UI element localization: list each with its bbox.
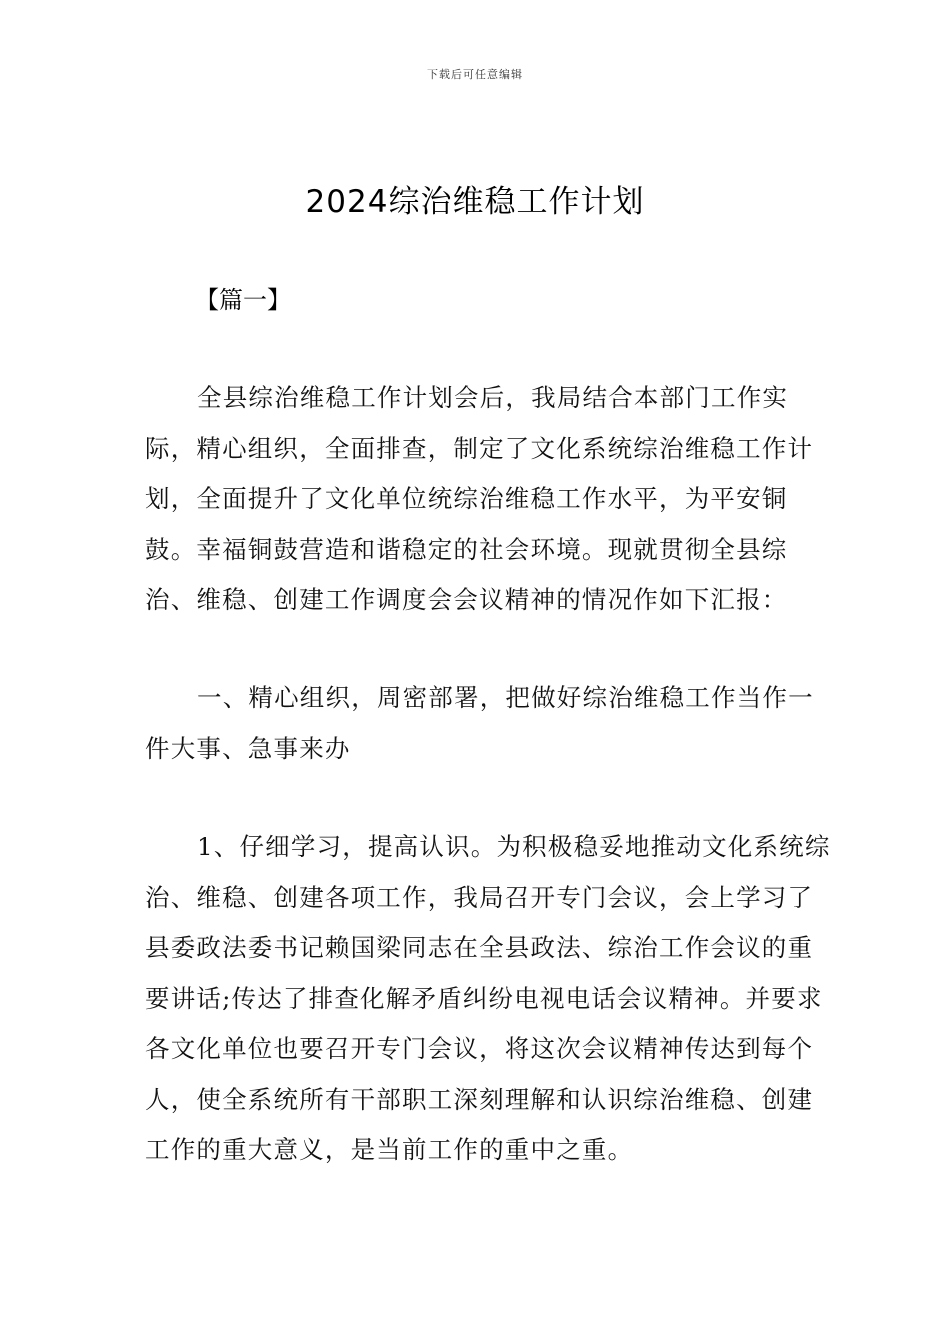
section-label: 【篇一】 bbox=[195, 286, 291, 314]
header-note: 下载后可任意编辑 bbox=[427, 68, 523, 81]
paragraph-intro: 全县综治维稳工作计划会后，我局结合本部门工作实际，精心组织，全面排查，制定了文化系统综治维稳工作计划，全面提升了文化单位统综治维稳工作水平，为平安铜鼓。幸福铜鼓营造和谐稳定的社会环境。现就贯彻全县综治、维稳、创建工作调度会会议精神的情况作如下汇报： bbox=[145, 383, 814, 614]
paragraph-heading-one: 一、精心组织，周密部署，把做好综治维稳工作当作一件大事、急事来办 bbox=[145, 683, 814, 763]
document-title: 2024综治维稳工作计划 bbox=[305, 184, 645, 220]
paragraph-item-one: 1、仔细学习，提高认识。为积极稳妥地推动文化系统综治、维稳、创建各项工作，我局召开专门会议，会上学习了县委政法委书记赖国梁同志在全县政法、综治工作会议的重要讲话;传达了排查化解矛盾纠纷电视电话会议精神。并要求各文化单位也要召开专门会议，将这次会议精神传达到每个人，使全系统所有干部职工深刻理解和认识综治维稳、创建工作的重大意义，是当前工作的重中之重。 bbox=[145, 832, 831, 1164]
